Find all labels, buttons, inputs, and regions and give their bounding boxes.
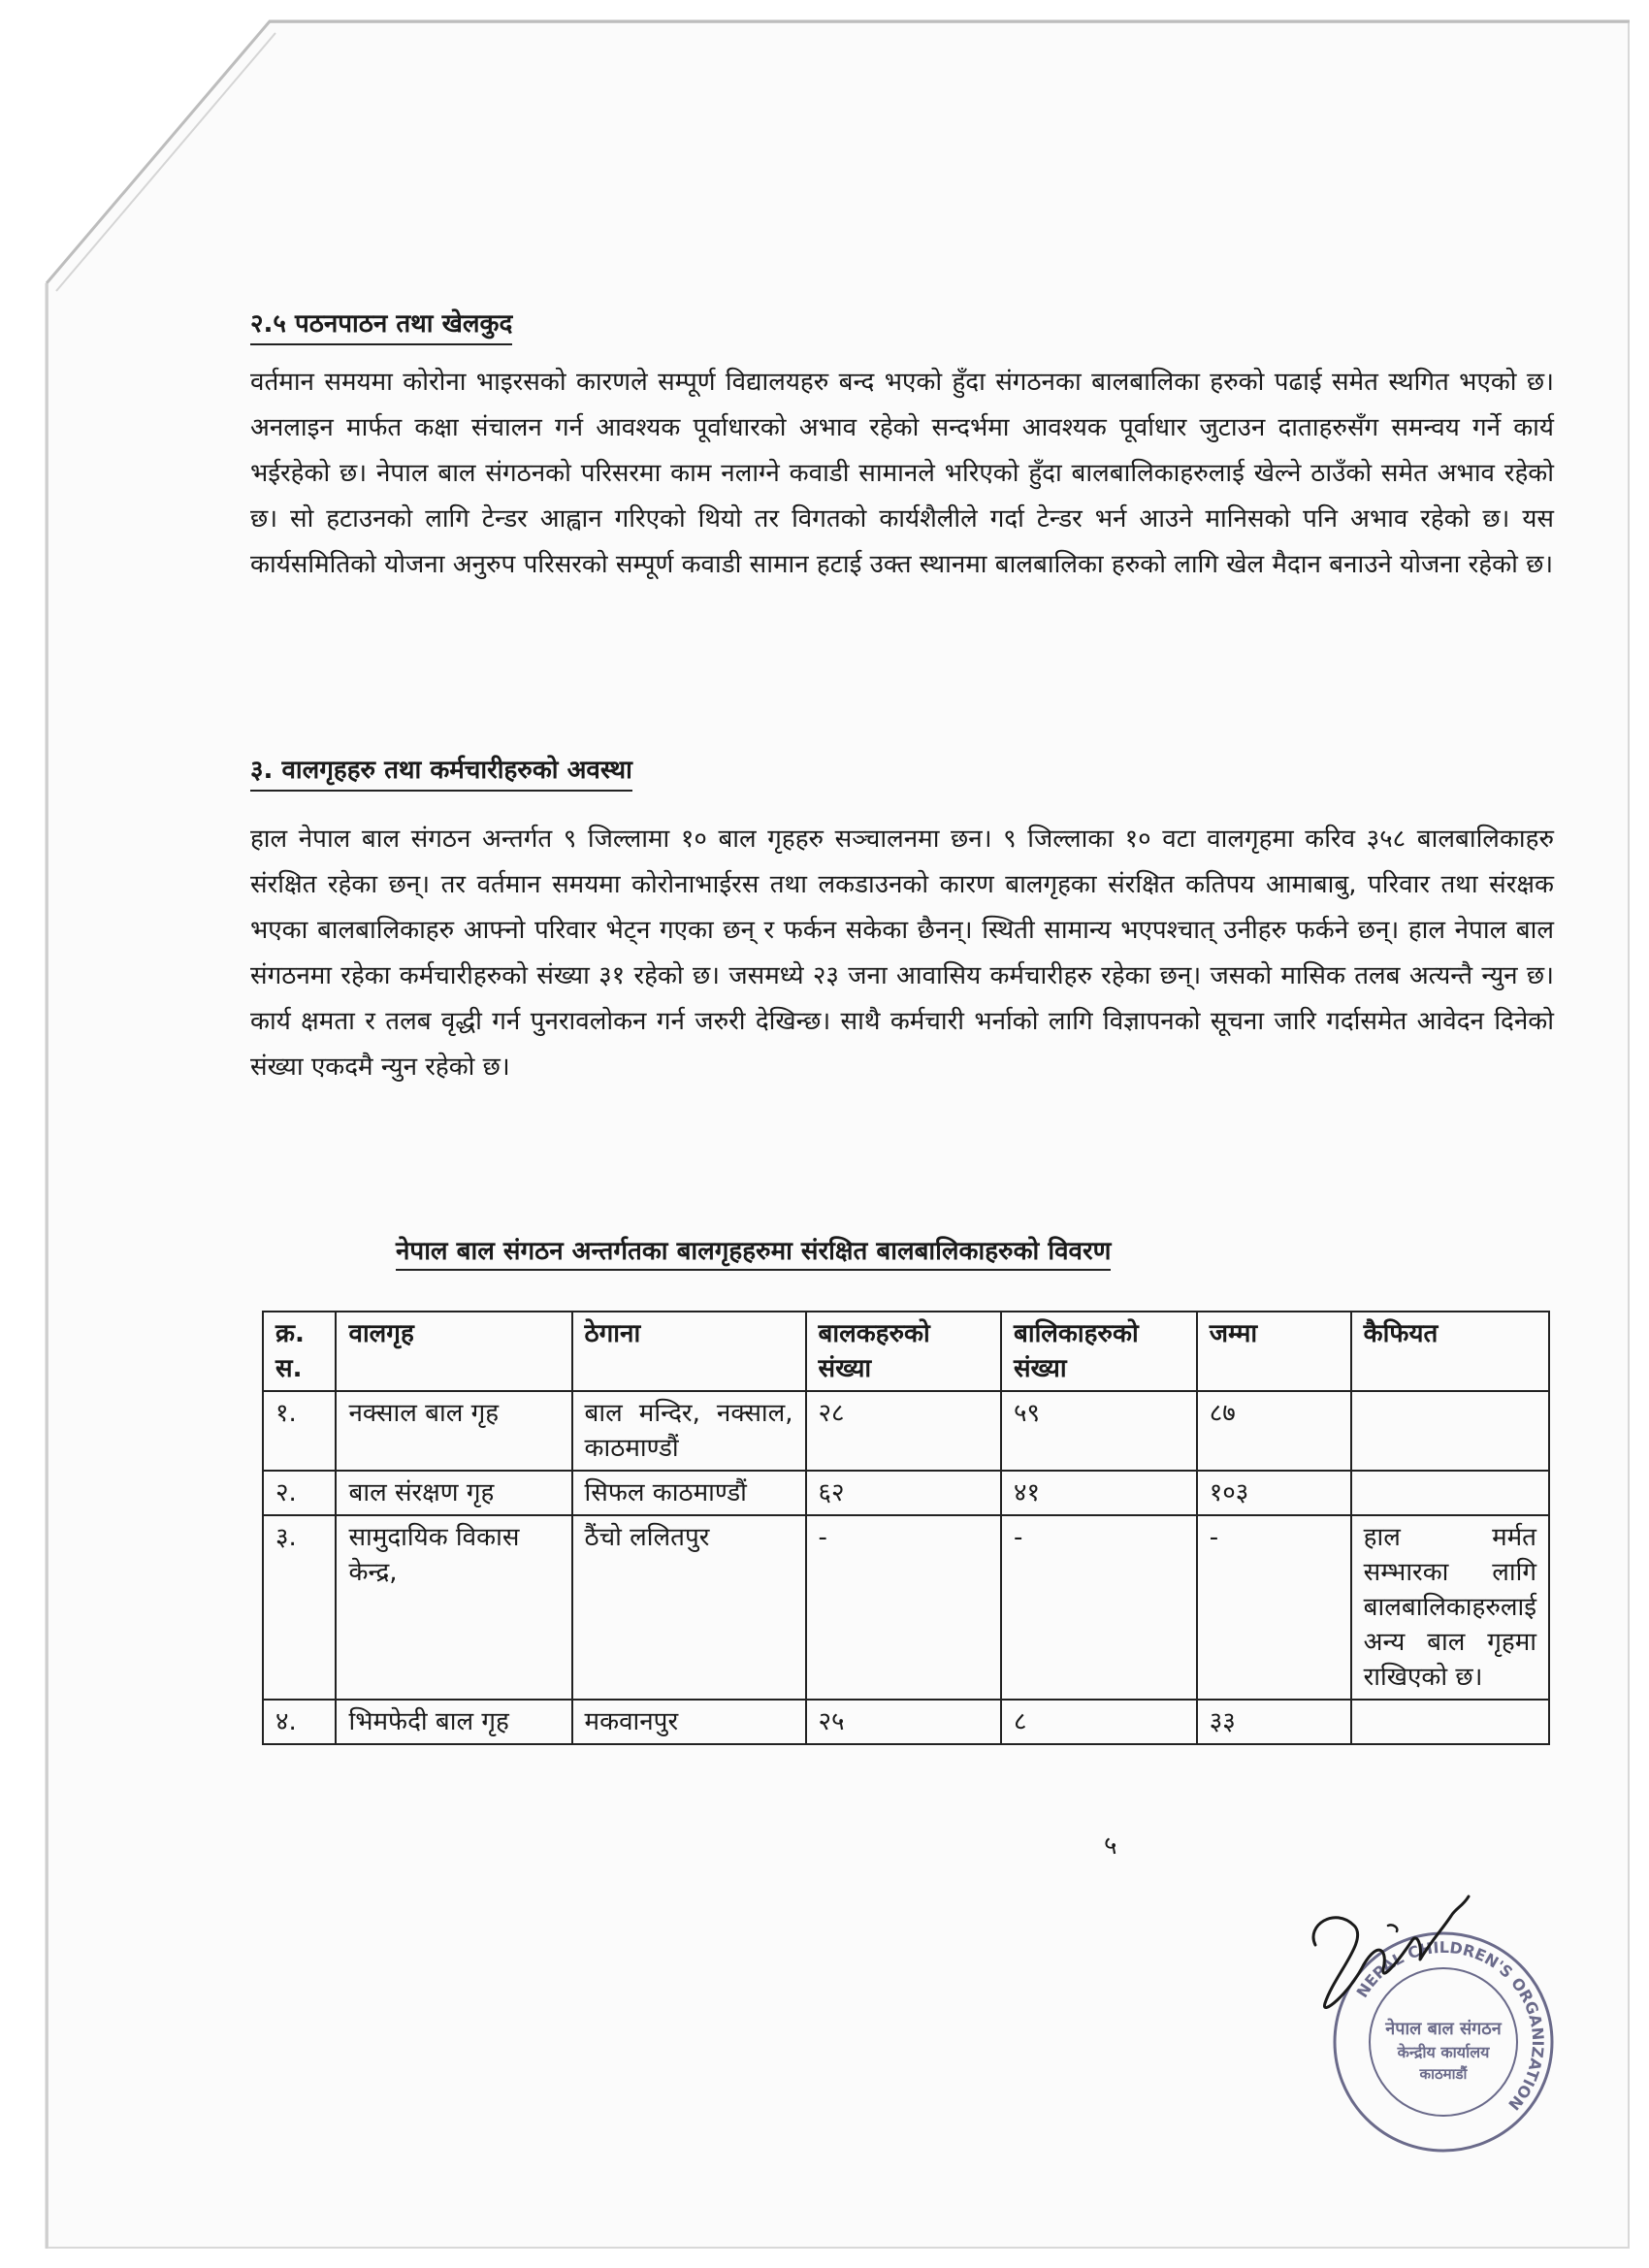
cell-total: - bbox=[1197, 1515, 1351, 1700]
table-row bbox=[263, 1391, 1549, 1471]
col-header-serial: क्र. स. bbox=[263, 1312, 336, 1391]
cell-address: मकवानपुर bbox=[572, 1700, 806, 1744]
page-number: ५ bbox=[1104, 1831, 1117, 1861]
svg-text:केन्द्रीय कार्यालय: केन्द्रीय कार्यालय bbox=[1397, 2043, 1490, 2061]
col-header-remarks: कैफियत bbox=[1351, 1312, 1549, 1391]
child-homes-table bbox=[262, 1311, 1550, 1745]
svg-text:नेपाल बाल संगठन: नेपाल बाल संगठन bbox=[1385, 2019, 1502, 2039]
cell-total: ८७ bbox=[1197, 1391, 1351, 1471]
table-header-row bbox=[263, 1312, 1549, 1391]
svg-text:काठमाडौं: काठमाडौं bbox=[1419, 2065, 1468, 2083]
svg-text:NEPAL CHILDREN'S ORGANIZATION: NEPAL CHILDREN'S ORGANIZATION bbox=[1352, 1937, 1548, 2115]
cell-remarks bbox=[1351, 1471, 1549, 1515]
cell-boys: २८ bbox=[806, 1391, 1001, 1471]
cell-child-home: भिमफेदी बाल गृह bbox=[336, 1700, 571, 1744]
cell-child-home: बाल संरक्षण गृह bbox=[336, 1471, 571, 1515]
col-header-address: ठेगाना bbox=[572, 1312, 806, 1391]
cell-boys: ६२ bbox=[806, 1471, 1001, 1515]
cell-girls: - bbox=[1001, 1515, 1197, 1700]
cell-address: ठैंचो ललितपुर bbox=[572, 1515, 806, 1700]
cell-serial: २. bbox=[263, 1471, 336, 1515]
cell-address: सिफल काठमाण्डौं bbox=[572, 1471, 806, 1515]
cell-boys: - bbox=[806, 1515, 1001, 1700]
cell-serial: ३. bbox=[263, 1515, 336, 1700]
table-row bbox=[263, 1700, 1549, 1744]
cell-girls: ४१ bbox=[1001, 1471, 1197, 1515]
col-header-boys-count: बालकहरुको संख्या bbox=[806, 1312, 1001, 1391]
col-header-girls-count: बालिकाहरुको संख्या bbox=[1001, 1312, 1197, 1391]
section-heading-studies-sports: २.५ पठनपाठन तथा खेलकुद bbox=[250, 308, 512, 345]
table-caption: नेपाल बाल संगठन अन्तर्गतका बालगृहहरुमा संरक्षित बालबालिकाहरुको विवरण bbox=[396, 1236, 1111, 1271]
cell-girls: ८ bbox=[1001, 1700, 1197, 1744]
cell-total: १०३ bbox=[1197, 1471, 1351, 1515]
cell-remarks: हाल मर्मत सम्भारका लागि बालबालिकाहरुलाई अन्य बाल गृहमा राखिएको छ। bbox=[1351, 1515, 1549, 1700]
cell-child-home: नक्साल बाल गृह bbox=[336, 1391, 571, 1471]
section-heading-child-homes-staff: ३. वालगृहहरु तथा कर्मचारीहरुको अवस्था bbox=[250, 755, 632, 792]
cell-remarks bbox=[1351, 1391, 1549, 1471]
col-header-child-home: वालगृह bbox=[336, 1312, 571, 1391]
section-paragraph-child-homes-staff: हाल नेपाल बाल संगठन अन्तर्गत ९ जिल्लामा १० बाल गृहहरु सञ्चालनमा छन। ९ जिल्लाका १० वटा वालगृहमा करिव ३५८ बालबालिकाहरु संरक्षित रहेका छन्। तर वर्तमान समयमा कोरोनाभाईरस तथा लकडाउनको कारण बालगृहका संरक्षित कतिपय आमाबाबु, परिवार तथा संरक्षक भएका बालबालिकाहरु आफ्नो परिवार भेट्न गएका छन् र फर्कन सकेका छैनन्। स्थिती सामान्य भएपश्चात् उनीहरु फर्कने छन्। हाल नेपाल बाल संगठनमा रहेका कर्मचारीहरुको संख्या ३१ रहेको छ। जसमध्ये २३ जना आवासिय कर्मचारीहरु रहेका छन्। जसको मासिक तलब अत्यन्तै न्युन छ। कार्य क्षमता र तलब वृद्धी गर्न पुनरावलोकन गर्न जरुरी देखिन्छ। साथै कर्मचारी भर्नाको लागि विज्ञापनको सूचना जारि गर्दासमेत आवेदन दिनेको संख्या एकदमै न्युन रहेको छ। bbox=[250, 825, 1554, 1082]
cell-address: बाल मन्दिर, नक्साल, काठमाण्डौं bbox=[572, 1391, 806, 1471]
cell-remarks bbox=[1351, 1700, 1549, 1744]
table-row bbox=[263, 1515, 1549, 1700]
col-header-total: जम्मा bbox=[1197, 1312, 1351, 1391]
table-row bbox=[263, 1471, 1549, 1515]
cell-serial: १. bbox=[263, 1391, 336, 1471]
handwritten-signature bbox=[1296, 1887, 1480, 2032]
cell-boys: २५ bbox=[806, 1700, 1001, 1744]
cell-child-home: सामुदायिक विकास केन्द्र, bbox=[336, 1515, 571, 1700]
cell-girls: ५९ bbox=[1001, 1391, 1197, 1471]
cell-total: ३३ bbox=[1197, 1700, 1351, 1744]
cell-serial: ४. bbox=[263, 1700, 336, 1744]
section-paragraph-studies-sports: वर्तमान समयमा कोरोना भाइरसको कारणले सम्पूर्ण विद्यालयहरु बन्द भएको हुँदा संगठनका बालबालिका हरुको पढाई समेत स्थगित भएको छ। अनलाइन मार्फत कक्षा संचालन गर्न आवश्यक पूर्वाधारको अभाव रहेको सन्दर्भमा आवश्यक पूर्वाधार जुटाउन दाताहरुसँग समन्वय गर्ने कार्य भईरहेको छ। नेपाल बाल संगठनको परिसरमा काम नलाग्ने कवाडी सामानले भरिएको हुँदा बालबालिकाहरुलाई खेल्ने ठाउँको समेत अभाव रहेको छ। सो हटाउनको लागि टेन्डर आह्वान गरिएको थियो तर विगतको कार्यशैलीले गर्दा टेन्डर भर्न आउने मानिसको पनि अभाव रहेको छ। यस कार्यसमितिको योजना अनुरुप परिसरको सम्पूर्ण कवाडी सामान हटाई उक्त स्थानमा बालबालिका हरुको लागि खेल मैदान बनाउने योजना रहेको छ। bbox=[250, 368, 1554, 579]
